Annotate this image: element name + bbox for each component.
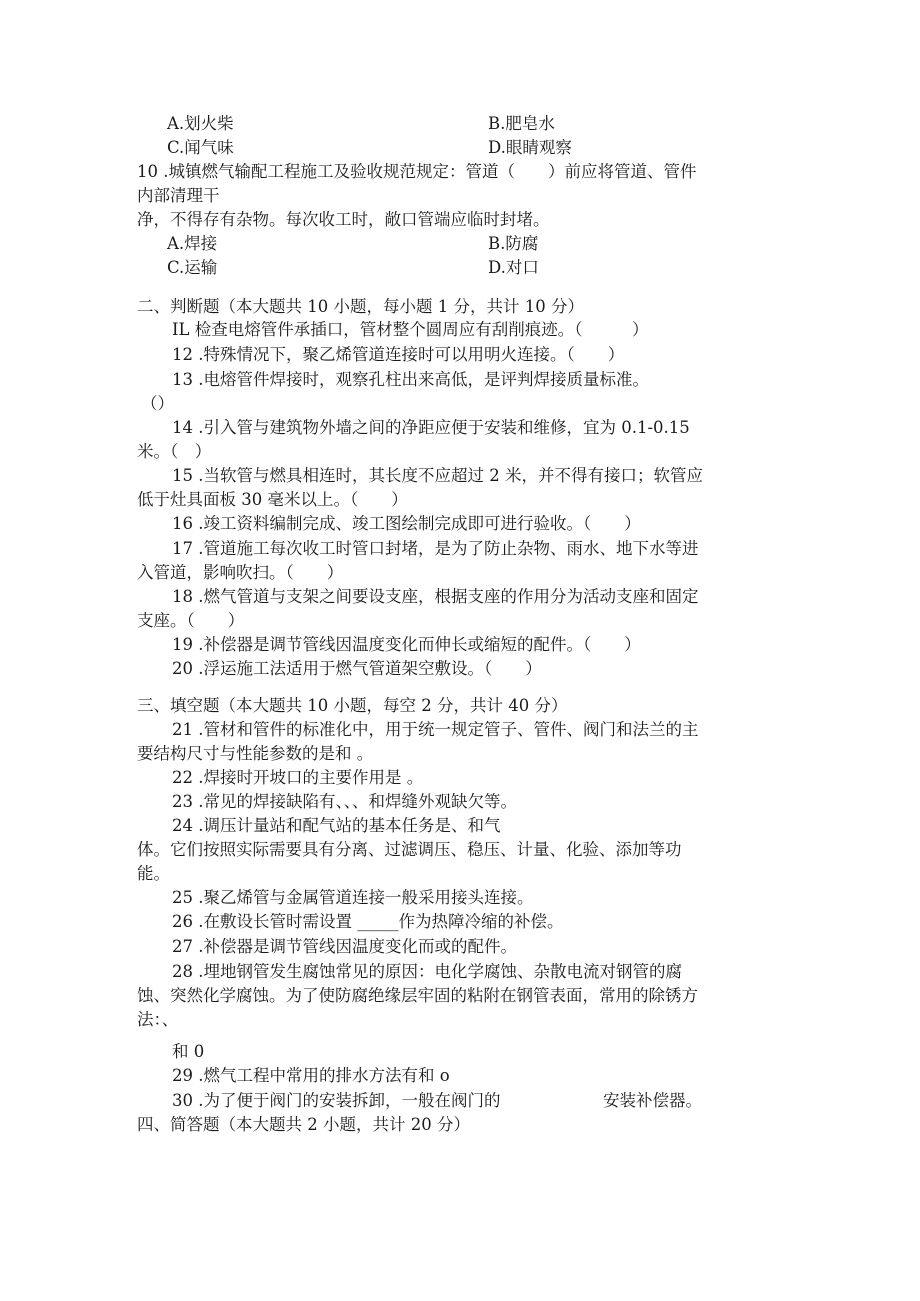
q9-option-b: B.肥皂水 <box>488 114 555 133</box>
q23-text: 23 .常见的焊接缺陷有、、、和焊缝外观缺欠等。 <box>172 792 517 811</box>
q28-text-line2: 蚀、突然化学腐蚀。为了使防腐绝缘层牢固的粘附在钢管表面，常用的除锈方 <box>137 986 698 1005</box>
q22-text: 22 .焊接时开坡口的主要作用是 。 <box>172 768 424 787</box>
q13-text-line2: （） <box>141 394 174 413</box>
q9-option-a: A.划火柴 <box>167 114 234 133</box>
q30-text-part1: 30 .为了便于阀门的安装拆卸，一般在阀门的 <box>172 1091 501 1110</box>
q25-text: 25 .聚乙烯管与金属管道连接一般采用接头连接。 <box>172 888 534 907</box>
q17-text-line2: 入管道，影响吹扫。（ ） <box>137 563 344 582</box>
q10-option-c: C.运输 <box>167 258 218 277</box>
q10-text-line1: 10 .城镇燃气输配工程施工及验收规范规定：管道（ ）前应将管道、管件 <box>137 162 697 181</box>
q28-text-line4: 和 0 <box>172 1042 205 1061</box>
q9-option-d: D.眼睛观察 <box>488 138 572 157</box>
q24-text-line2: 体。它们按照实际需要具有分离、过滤调压、稳压、计量、化验、添加等功 <box>137 840 682 859</box>
q19-text: 19 .补偿器是调节管线因温度变化而伸长或缩短的配件。（ ） <box>172 635 641 654</box>
q10-option-d: D.对口 <box>488 258 539 277</box>
q21-text-line1: 21 .管材和管件的标准化中，用于统一规定管子、管件、阀门和法兰的主 <box>172 720 699 739</box>
q16-text: 16 .竣工资料编制完成、竣工图绘制完成即可进行验收。（ ） <box>172 514 641 533</box>
q28-text-line3: 法：、 <box>137 1010 179 1029</box>
q17-text-line1: 17 .管道施工每次收工时管口封堵，是为了防止杂物、雨水、地下水等进 <box>172 539 699 558</box>
q29-text: 29 .燃气工程中常用的排水方法有和 o <box>172 1066 450 1085</box>
q12-text: 12 .特殊情况下，聚乙烯管道连接时可以用明火连接。（ ） <box>172 345 625 364</box>
q14-text-line2: 米。（ ） <box>137 442 212 461</box>
q15-text-line2: 低于灶具面板 30 毫米以上。（ ） <box>137 490 408 509</box>
q30-text-part2: 安装补偿器。 <box>603 1091 702 1110</box>
q10-option-b: B.防腐 <box>488 234 539 253</box>
q10-option-a: A.焊接 <box>167 234 218 253</box>
q21-text-line2: 要结构尺寸与性能参数的是和 。 <box>137 744 374 763</box>
q18-text-line2: 支座。（ ） <box>137 611 245 630</box>
q15-text-line1: 15 .当软管与燃具相连时，其长度不应超过 2 米，并不得有接口；软管应 <box>172 466 703 485</box>
q20-text: 20 .浮运施工法适用于燃气管道架空敷设。（ ） <box>172 659 542 678</box>
q11-text: IL 检查电熔管件承插口，管材整个圆周应有刮削痕迹。（ ） <box>172 320 649 339</box>
q27-text: 27 .补偿器是调节管线因温度变化而或的配件。 <box>172 937 517 956</box>
q18-text-line1: 18 .燃气管道与支架之间要设支座，根据支座的作用分为活动支座和固定 <box>172 587 699 606</box>
q26-text: 26 .在敷设长管时需设置 _____作为热障冷缩的补偿。 <box>172 912 564 931</box>
q14-text-line1: 14 .引入管与建筑物外墙之间的净距应便于安装和维修，宜为 0.1-0.15 <box>172 418 690 437</box>
q24-text-line1: 24 .调压计量站和配气站的基本任务是、和气 <box>172 816 501 835</box>
section2-header: 二、判断题（本大题共 10 小题，每小题 1 分，共计 10 分） <box>137 297 584 316</box>
section3-header: 三、填空题（本大题共 10 小题，每空 2 分，共计 40 分） <box>137 696 568 715</box>
section4-header: 四、简答题（本大题共 2 小题，共计 20 分） <box>137 1115 470 1134</box>
q13-text-line1: 13 .电熔管件焊接时，观察孔柱出来高低，是评判焊接质量标准。 <box>172 370 649 389</box>
q10-text-line2: 内部清理干 <box>137 186 220 205</box>
q24-text-line3: 能。 <box>137 864 170 883</box>
q10-text-line3: 净，不得存有杂物。每次收工时，敞口管端应临时封堵。 <box>137 210 550 229</box>
q9-option-c: C.闻气味 <box>167 138 234 157</box>
q28-text-line1: 28 .埋地钢管发生腐蚀常见的原因：电化学腐蚀、杂散电流对钢管的腐 <box>172 962 682 981</box>
